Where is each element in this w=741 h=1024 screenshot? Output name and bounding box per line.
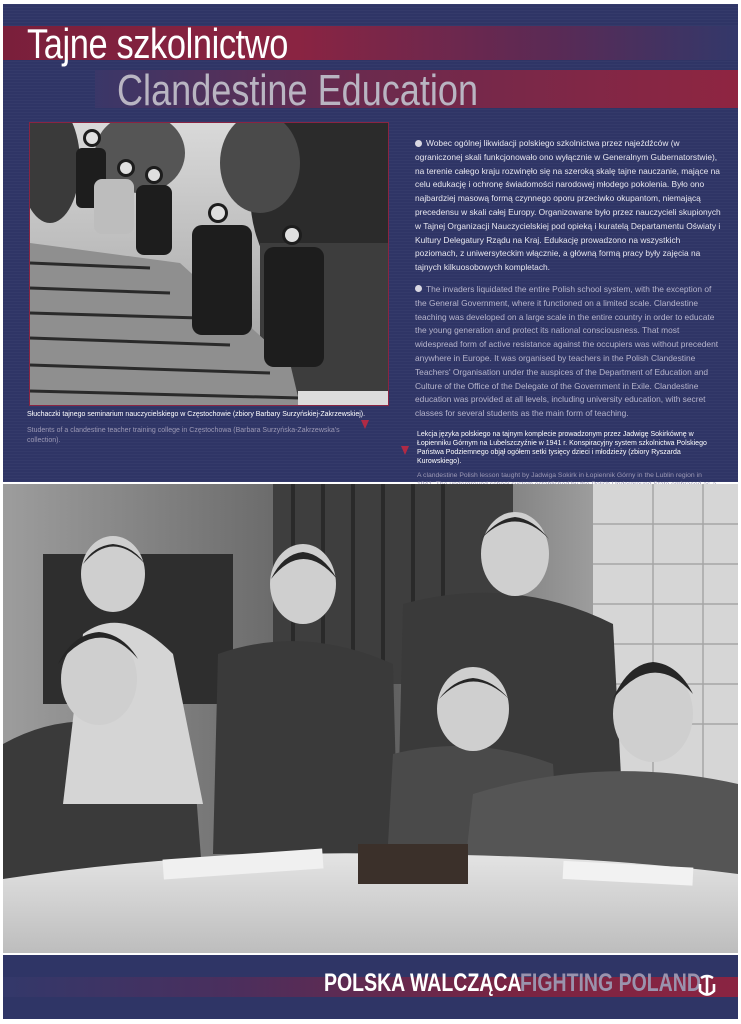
footer-label-en: FIGHTING POLAND xyxy=(520,969,701,997)
top-panel xyxy=(3,4,738,482)
caption-marker-icon xyxy=(401,446,409,455)
bullet-icon xyxy=(415,140,422,147)
paragraph-en-text: The invaders liquidated the entire Polish school system, with the exception of the General Government, where it functioned on a limited scale. Clandestine teaching was developed on a large scale in the entire country in order to educate the young generation and protect its national consciousness. That most widespread form of active resistance against the occupiers was without precedent anywhere in Europe. It was organised by teachers in the Polish Clandestine Teachers' Organisation under the auspices of the Department of Education and Culture of the Office of the Delegate of the Government in Exile. Clandestine education was provided at all levels, including university education, with secret classes for several students as the main form of teaching. xyxy=(415,283,719,419)
page-title-pl: Tajne szkolnictwo xyxy=(27,20,289,67)
footer xyxy=(3,955,738,1019)
caption-marker-icon xyxy=(361,420,369,429)
photo-teacher-students-on-stairs xyxy=(29,122,389,406)
kotwica-anchor-icon xyxy=(695,974,719,1000)
caption-en: Students of a clandestine teacher training college in Częstochowa (Barbara Surzyńska-Zakrzewska's collection). xyxy=(27,427,340,444)
caption-pl: Lekcja języka polskiego na tajnym komplecie prowadzonym przez Jadwigę Sokirkównę w Łopienniku Górnym na Lubelszczyźnie w 1941 r. Konspiracyjny system szkolnictwa Polskiego Państwa Podziemnego objął ogółem setki tysięcy dzieci i młodzieży (zbiory Ryszarda Kurowskiego). xyxy=(417,431,707,465)
footer-label-pl: POLSKA WALCZĄCA xyxy=(324,969,522,997)
paragraph-en xyxy=(415,283,721,421)
photo-top-caption xyxy=(27,410,372,446)
caption-en: A clandestine Polish lesson taught by Jadwiga Sokirk in Łopiennik Górny in the Lublin region in xyxy=(417,472,702,479)
page-title-en: Clandestine Education xyxy=(117,66,479,115)
bullet-icon xyxy=(415,285,422,292)
caption-pl: Słuchaczki tajnego seminarium nauczycielskiego w Częstochowie (zbiory Barbary Surzyńskiej-Zakrzewskiej). xyxy=(27,411,366,418)
body-text xyxy=(415,137,721,429)
paragraph-pl-text: Wobec ogólnej likwidacji polskiego szkolnictwa przez najeźdźców (w ograniczonej skali funkcjonowało ono wyłącznie w Generalnym Gubernatorstwie), na terenie całego kraju rozwinęło się na szeroką skalę tajne nauczanie, mające na celu edukację i ochronę świadomości narodowej młodego pokolenia. Było ono najbardziej masową formą czynnego oporu przeciwko okupantom, niemającą precedensu w skali całej Europy. Organizowane było przez nauczycieli skupionych w Tajnej Organizacji Nauczycielskiej pod opieką i kuratelą Departamentu Oświaty i Kultury Delegatury Rządu na Kraj. Edukację prowadzono na wszystkich poziomach, z uniwersyteckim włącznie, a główną formą pracy były zajęcia na tajnych kilkuosobowych kompletach. xyxy=(415,138,721,273)
photo-clandestine-lesson xyxy=(3,484,738,953)
paragraph-pl xyxy=(415,137,721,275)
